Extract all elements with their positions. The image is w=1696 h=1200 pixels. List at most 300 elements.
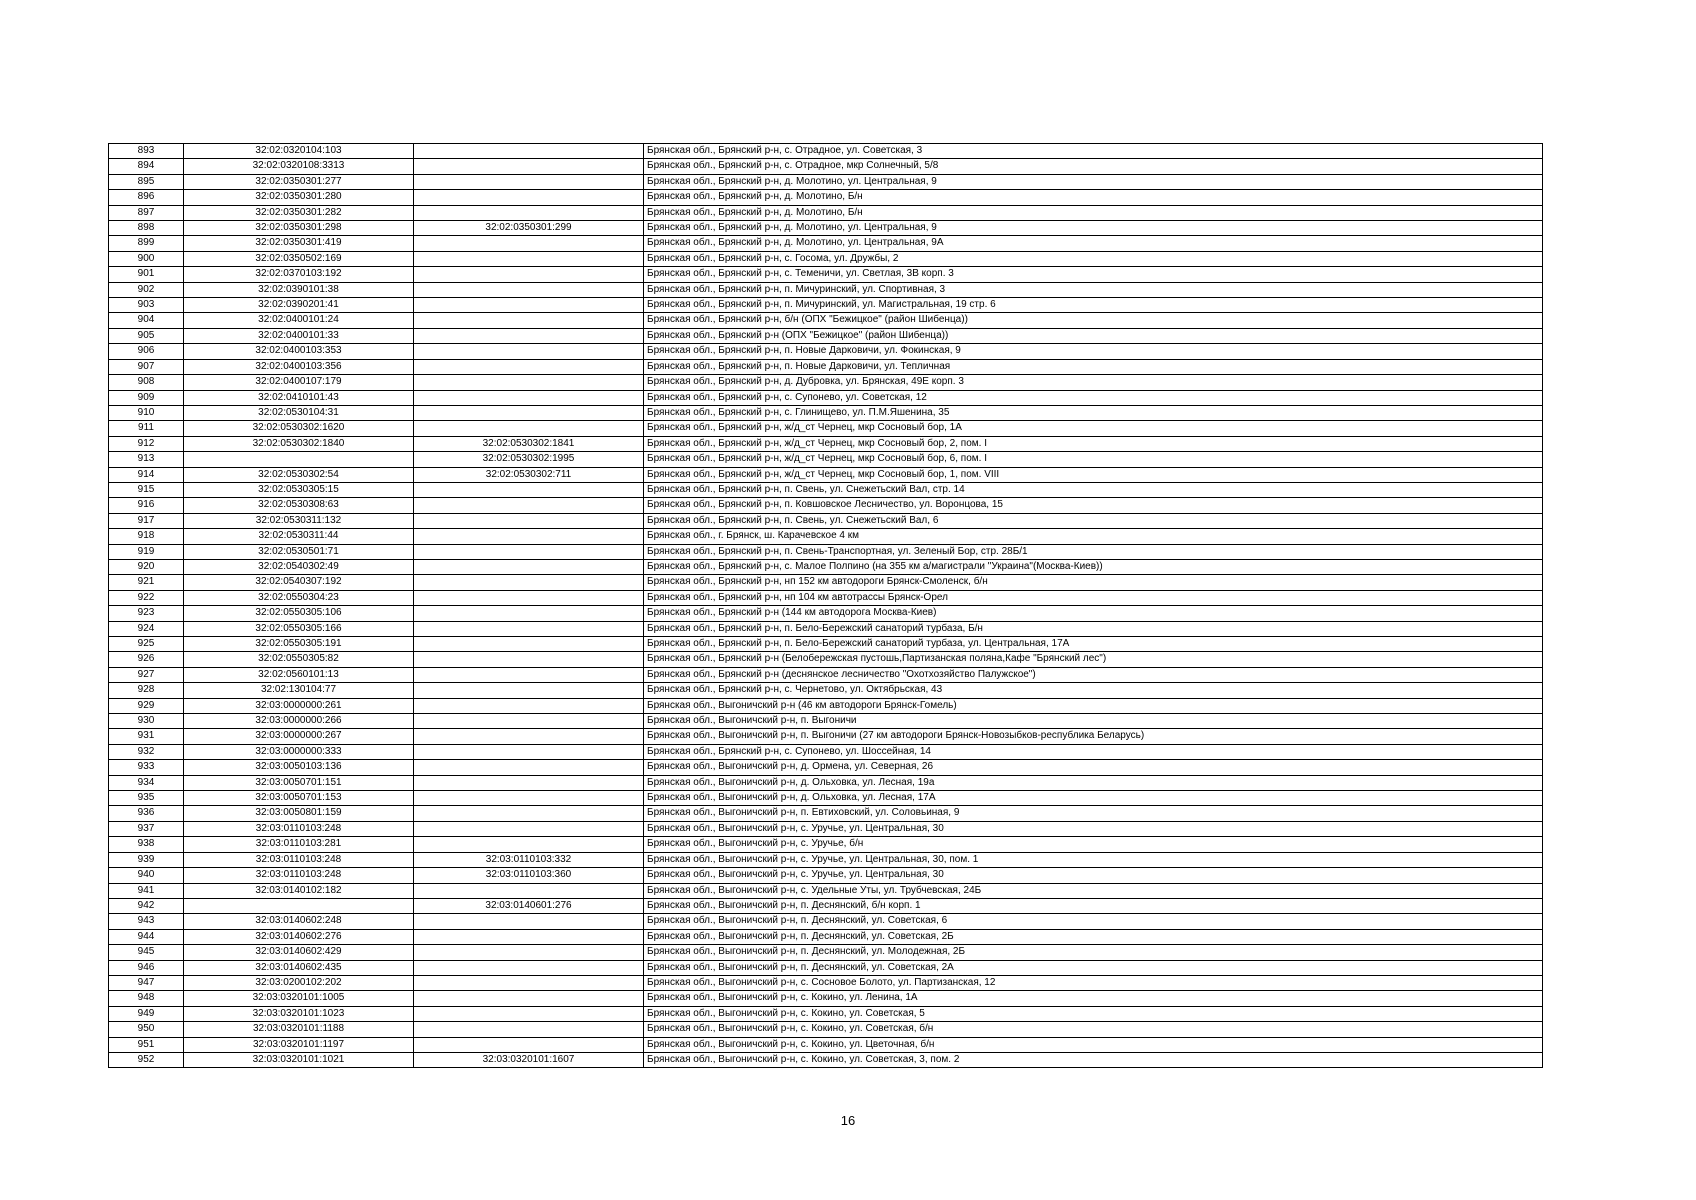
cadastral-number-cell: 32:03:0110103:248 <box>184 821 414 836</box>
cadastral-number-cell: 32:02:0560101:13 <box>184 667 414 682</box>
related-cadastral-number-cell <box>414 559 644 574</box>
table-row <box>109 821 1543 836</box>
cadastral-number-cell: 32:02:130104:77 <box>184 683 414 698</box>
table-row <box>109 390 1543 405</box>
related-cadastral-number-cell <box>414 606 644 621</box>
related-cadastral-number-cell <box>414 975 644 990</box>
row-number-cell: 921 <box>109 575 184 590</box>
cadastral-number-cell: 32:03:0320101:1023 <box>184 1006 414 1021</box>
address-cell: Брянская обл., Брянский р-н, с. Отрадное, мкр Солнечный, 5/8 <box>644 159 1543 174</box>
table-row <box>109 1052 1543 1067</box>
table-row <box>109 1037 1543 1052</box>
related-cadastral-number-cell <box>414 806 644 821</box>
address-cell: Брянская обл., Брянский р-н, п. Свень, ул. Снежетьский Вал, стр. 14 <box>644 482 1543 497</box>
row-number-cell: 909 <box>109 390 184 405</box>
cadastral-number-cell: 32:02:0350301:277 <box>184 174 414 189</box>
cadastral-number-cell <box>184 452 414 467</box>
row-number-cell: 935 <box>109 791 184 806</box>
row-number-cell: 916 <box>109 498 184 513</box>
address-cell: Брянская обл., Брянский р-н, с. Супонево, ул. Шоссейная, 14 <box>644 744 1543 759</box>
related-cadastral-number-cell <box>414 174 644 189</box>
cadastral-number-cell: 32:02:0530302:1840 <box>184 436 414 451</box>
address-cell: Брянская обл., Брянский р-н, п. Бело-Бережский санаторий турбаза, ул. Центральная, 17А <box>644 637 1543 652</box>
row-number-cell: 902 <box>109 282 184 297</box>
related-cadastral-number-cell <box>414 313 644 328</box>
cadastral-number-cell: 32:02:0350301:280 <box>184 190 414 205</box>
table-row <box>109 652 1543 667</box>
cadastral-number-cell: 32:03:0320101:1021 <box>184 1052 414 1067</box>
table-row <box>109 744 1543 759</box>
cadastral-number-cell: 32:03:0000000:261 <box>184 698 414 713</box>
related-cadastral-number-cell: 32:03:0320101:1607 <box>414 1052 644 1067</box>
row-number-cell: 894 <box>109 159 184 174</box>
related-cadastral-number-cell: 32:02:0530302:1841 <box>414 436 644 451</box>
cadastral-number-cell: 32:03:0050801:159 <box>184 806 414 821</box>
table-row <box>109 621 1543 636</box>
address-cell: Брянская обл., Брянский р-н, п. Новые Дарковичи, ул. Тепличная <box>644 359 1543 374</box>
related-cadastral-number-cell <box>414 529 644 544</box>
related-cadastral-number-cell <box>414 282 644 297</box>
related-cadastral-number-cell <box>414 945 644 960</box>
table-row <box>109 144 1543 159</box>
related-cadastral-number-cell <box>414 698 644 713</box>
address-cell: Брянская обл., Выгоничский р-н, с. Удельные Уты, ул. Трубчевская, 24Б <box>644 883 1543 898</box>
related-cadastral-number-cell <box>414 791 644 806</box>
address-cell: Брянская обл., Выгоничский р-н, п. Деснянский, ул. Молодежная, 2Б <box>644 945 1543 960</box>
table-row <box>109 482 1543 497</box>
related-cadastral-number-cell <box>414 421 644 436</box>
table-row <box>109 991 1543 1006</box>
table-row <box>109 960 1543 975</box>
row-number-cell: 933 <box>109 760 184 775</box>
property-registry-table <box>108 143 1543 1068</box>
cadastral-number-cell: 32:02:0530302:1620 <box>184 421 414 436</box>
related-cadastral-number-cell <box>414 251 644 266</box>
row-number-cell: 938 <box>109 837 184 852</box>
row-number-cell: 943 <box>109 914 184 929</box>
table-row <box>109 714 1543 729</box>
table-row <box>109 883 1543 898</box>
row-number-cell: 910 <box>109 405 184 420</box>
address-cell: Брянская обл., Брянский р-н, с. Малое Полпино (на 355 км а/магистрали "Украина"(Москва-Киев)) <box>644 559 1543 574</box>
related-cadastral-number-cell <box>414 190 644 205</box>
table-row <box>109 359 1543 374</box>
table-row <box>109 236 1543 251</box>
table-row <box>109 683 1543 698</box>
address-cell: Брянская обл., Выгоничский р-н, п. Деснянский, б/н корп. 1 <box>644 898 1543 913</box>
cadastral-number-cell: 32:02:0550304:23 <box>184 590 414 605</box>
related-cadastral-number-cell <box>414 267 644 282</box>
table-row <box>109 945 1543 960</box>
related-cadastral-number-cell <box>414 498 644 513</box>
related-cadastral-number-cell <box>414 544 644 559</box>
row-number-cell: 942 <box>109 898 184 913</box>
related-cadastral-number-cell <box>414 714 644 729</box>
address-cell: Брянская обл., Выгоничский р-н, с. Кокино, ул. Советская, 5 <box>644 1006 1543 1021</box>
row-number-cell: 931 <box>109 729 184 744</box>
cadastral-number-cell: 32:03:0000000:267 <box>184 729 414 744</box>
cadastral-number-cell: 32:02:0410101:43 <box>184 390 414 405</box>
address-cell: Брянская обл., Брянский р-н, п. Свень, ул. Снежетьский Вал, 6 <box>644 513 1543 528</box>
address-cell: Брянская обл., Брянский р-н, нп 152 км автодороги Брянск-Смоленск, б/н <box>644 575 1543 590</box>
table-row <box>109 436 1543 451</box>
cadastral-number-cell: 32:02:0550305:191 <box>184 637 414 652</box>
cadastral-number-cell: 32:02:0320104:103 <box>184 144 414 159</box>
cadastral-number-cell: 32:03:0320101:1197 <box>184 1037 414 1052</box>
address-cell: Брянская обл., Выгоничский р-н, с. Кокино, ул. Советская, 3, пом. 2 <box>644 1052 1543 1067</box>
cadastral-number-cell: 32:02:0530302:54 <box>184 467 414 482</box>
related-cadastral-number-cell <box>414 575 644 590</box>
cadastral-number-cell: 32:03:0050701:153 <box>184 791 414 806</box>
cadastral-number-cell: 32:02:0400101:24 <box>184 313 414 328</box>
row-number-cell: 945 <box>109 945 184 960</box>
table-row <box>109 806 1543 821</box>
related-cadastral-number-cell <box>414 1037 644 1052</box>
row-number-cell: 920 <box>109 559 184 574</box>
row-number-cell: 898 <box>109 221 184 236</box>
row-number-cell: 947 <box>109 975 184 990</box>
cadastral-number-cell: 32:02:0320108:3313 <box>184 159 414 174</box>
registry-table-body <box>109 144 1543 1068</box>
address-cell: Брянская обл., Брянский р-н, п. Новые Дарковичи, ул. Фокинская, 9 <box>644 344 1543 359</box>
address-cell: Брянская обл., Брянский р-н, с. Теменичи, ул. Светлая, 3В корп. 3 <box>644 267 1543 282</box>
address-cell: Брянская обл., Выгоничский р-н, п. Деснянский, ул. Советская, 2А <box>644 960 1543 975</box>
table-row <box>109 452 1543 467</box>
related-cadastral-number-cell <box>414 513 644 528</box>
row-number-cell: 893 <box>109 144 184 159</box>
row-number-cell: 903 <box>109 298 184 313</box>
cadastral-number-cell: 32:03:0000000:333 <box>184 744 414 759</box>
table-row <box>109 575 1543 590</box>
related-cadastral-number-cell <box>414 960 644 975</box>
related-cadastral-number-cell: 32:03:0110103:360 <box>414 868 644 883</box>
address-cell: Брянская обл., Брянский р-н, п. Ковшовское Лесничество, ул. Воронцова, 15 <box>644 498 1543 513</box>
table-row <box>109 282 1543 297</box>
table-row <box>109 1022 1543 1037</box>
related-cadastral-number-cell <box>414 821 644 836</box>
table-row <box>109 837 1543 852</box>
cadastral-number-cell: 32:02:0390201:41 <box>184 298 414 313</box>
row-number-cell: 926 <box>109 652 184 667</box>
table-row <box>109 467 1543 482</box>
address-cell: Брянская обл., Выгоничский р-н, с. Сосновое Болото, ул. Партизанская, 12 <box>644 975 1543 990</box>
address-cell: Брянская обл., Выгоничский р-н, с. Кокино, ул. Цветочная, б/н <box>644 1037 1543 1052</box>
table-row <box>109 529 1543 544</box>
cadastral-number-cell: 32:03:0140602:435 <box>184 960 414 975</box>
address-cell: Брянская обл., Выгоничский р-н, с. Уручье, ул. Центральная, 30 <box>644 868 1543 883</box>
address-cell: Брянская обл., Брянский р-н, д. Молотино, ул. Центральная, 9 <box>644 174 1543 189</box>
cadastral-number-cell: 32:02:0550305:106 <box>184 606 414 621</box>
row-number-cell: 927 <box>109 667 184 682</box>
related-cadastral-number-cell: 32:02:0350301:299 <box>414 221 644 236</box>
row-number-cell: 919 <box>109 544 184 559</box>
cadastral-number-cell: 32:02:0400103:353 <box>184 344 414 359</box>
address-cell: Брянская обл., Выгоничский р-н, с. Уручье, б/н <box>644 837 1543 852</box>
table-row <box>109 344 1543 359</box>
related-cadastral-number-cell <box>414 390 644 405</box>
row-number-cell: 923 <box>109 606 184 621</box>
row-number-cell: 940 <box>109 868 184 883</box>
table-row <box>109 544 1543 559</box>
related-cadastral-number-cell <box>414 405 644 420</box>
row-number-cell: 906 <box>109 344 184 359</box>
table-row <box>109 929 1543 944</box>
row-number-cell: 930 <box>109 714 184 729</box>
row-number-cell: 915 <box>109 482 184 497</box>
cadastral-number-cell: 32:02:0370103:192 <box>184 267 414 282</box>
address-cell: Брянская обл., Выгоничский р-н, с. Уручье, ул. Центральная, 30, пом. 1 <box>644 852 1543 867</box>
row-number-cell: 936 <box>109 806 184 821</box>
address-cell: Брянская обл., Брянский р-н, д. Молотино, Б/н <box>644 205 1543 220</box>
related-cadastral-number-cell <box>414 775 644 790</box>
row-number-cell: 917 <box>109 513 184 528</box>
row-number-cell: 929 <box>109 698 184 713</box>
table-row <box>109 313 1543 328</box>
cadastral-number-cell: 32:03:0110103:281 <box>184 837 414 852</box>
table-row <box>109 375 1543 390</box>
row-number-cell: 896 <box>109 190 184 205</box>
cadastral-number-cell: 32:03:0200102:202 <box>184 975 414 990</box>
address-cell: Брянская обл., Выгоничский р-н, с. Уручье, ул. Центральная, 30 <box>644 821 1543 836</box>
cadastral-number-cell <box>184 898 414 913</box>
cadastral-number-cell: 32:03:0140602:248 <box>184 914 414 929</box>
cadastral-number-cell: 32:03:0320101:1005 <box>184 991 414 1006</box>
row-number-cell: 913 <box>109 452 184 467</box>
row-number-cell: 911 <box>109 421 184 436</box>
address-cell: Брянская обл., Брянский р-н, п. Мичуринский, ул. Магистральная, 19 стр. 6 <box>644 298 1543 313</box>
address-cell: Брянская обл., Брянский р-н, ж/д_ст Чернец, мкр Сосновый бор, 6, пом. I <box>644 452 1543 467</box>
row-number-cell: 937 <box>109 821 184 836</box>
address-cell: Брянская обл., Выгоничский р-н, п. Выгоничи (27 км автодороги Брянск-Новозыбков-республика Беларусь) <box>644 729 1543 744</box>
related-cadastral-number-cell <box>414 760 644 775</box>
cadastral-number-cell: 32:03:0140102:182 <box>184 883 414 898</box>
row-number-cell: 899 <box>109 236 184 251</box>
address-cell: Брянская обл., г. Брянск, ш. Карачевское 4 км <box>644 529 1543 544</box>
row-number-cell: 925 <box>109 637 184 652</box>
table-row <box>109 559 1543 574</box>
table-row <box>109 606 1543 621</box>
table-row <box>109 513 1543 528</box>
table-row <box>109 975 1543 990</box>
table-row <box>109 852 1543 867</box>
related-cadastral-number-cell <box>414 1006 644 1021</box>
related-cadastral-number-cell <box>414 344 644 359</box>
table-row <box>109 267 1543 282</box>
row-number-cell: 948 <box>109 991 184 1006</box>
table-row <box>109 914 1543 929</box>
address-cell: Брянская обл., Брянский р-н (ОПХ "Бежицкое" (район Шибенца)) <box>644 328 1543 343</box>
address-cell: Брянская обл., Выгоничский р-н, д. Ольховка, ул. Лесная, 19а <box>644 775 1543 790</box>
related-cadastral-number-cell: 32:03:0110103:332 <box>414 852 644 867</box>
cadastral-number-cell: 32:02:0550305:82 <box>184 652 414 667</box>
address-cell: Брянская обл., Брянский р-н (деснянское лесничество "Охотхозяйство Палужское") <box>644 667 1543 682</box>
table-row <box>109 174 1543 189</box>
table-row <box>109 298 1543 313</box>
cadastral-number-cell: 32:02:0540302:49 <box>184 559 414 574</box>
table-row <box>109 190 1543 205</box>
address-cell: Брянская обл., Выгоничский р-н, п. Евтиховский, ул. Соловьиная, 9 <box>644 806 1543 821</box>
related-cadastral-number-cell <box>414 637 644 652</box>
address-cell: Брянская обл., Брянский р-н, нп 104 км автотрассы Брянск-Орел <box>644 590 1543 605</box>
table-row <box>109 328 1543 343</box>
related-cadastral-number-cell <box>414 375 644 390</box>
row-number-cell: 951 <box>109 1037 184 1052</box>
table-row <box>109 637 1543 652</box>
cadastral-number-cell: 32:03:0110103:248 <box>184 868 414 883</box>
cadastral-number-cell: 32:02:0400103:356 <box>184 359 414 374</box>
cadastral-number-cell: 32:03:0140602:276 <box>184 929 414 944</box>
cadastral-number-cell: 32:02:0540307:192 <box>184 575 414 590</box>
cadastral-number-cell: 32:02:0350301:298 <box>184 221 414 236</box>
row-number-cell: 928 <box>109 683 184 698</box>
table-row <box>109 760 1543 775</box>
cadastral-number-cell: 32:02:0530104:31 <box>184 405 414 420</box>
related-cadastral-number-cell <box>414 328 644 343</box>
address-cell: Брянская обл., Брянский р-н, ж/д_ст Чернец, мкр Сосновый бор, 1А <box>644 421 1543 436</box>
related-cadastral-number-cell <box>414 205 644 220</box>
cadastral-number-cell: 32:02:0550305:166 <box>184 621 414 636</box>
address-cell: Брянская обл., Брянский р-н, д. Молотино, ул. Центральная, 9А <box>644 236 1543 251</box>
cadastral-number-cell: 32:03:0320101:1188 <box>184 1022 414 1037</box>
table-row <box>109 667 1543 682</box>
row-number-cell: 932 <box>109 744 184 759</box>
page-number: 16 <box>840 1113 856 1128</box>
address-cell: Брянская обл., Брянский р-н, д. Молотино, Б/н <box>644 190 1543 205</box>
related-cadastral-number-cell <box>414 667 644 682</box>
row-number-cell: 914 <box>109 467 184 482</box>
related-cadastral-number-cell <box>414 837 644 852</box>
related-cadastral-number-cell <box>414 683 644 698</box>
address-cell: Брянская обл., Брянский р-н, д. Дубровка, ул. Брянская, 49Е корп. 3 <box>644 375 1543 390</box>
row-number-cell: 946 <box>109 960 184 975</box>
table-row <box>109 159 1543 174</box>
address-cell: Брянская обл., Брянский р-н, с. Чернетово, ул. Октябрьская, 43 <box>644 683 1543 698</box>
row-number-cell: 912 <box>109 436 184 451</box>
address-cell: Брянская обл., Брянский р-н, с. Глинищево, ул. П.М.Яшенина, 35 <box>644 405 1543 420</box>
related-cadastral-number-cell <box>414 991 644 1006</box>
row-number-cell: 918 <box>109 529 184 544</box>
cadastral-number-cell: 32:02:0400101:33 <box>184 328 414 343</box>
address-cell: Брянская обл., Брянский р-н, п. Бело-Бережский санаторий турбаза, Б/н <box>644 621 1543 636</box>
address-cell: Брянская обл., Брянский р-н, ж/д_ст Чернец, мкр Сосновый бор, 1, пом. VIII <box>644 467 1543 482</box>
table-row <box>109 898 1543 913</box>
address-cell: Брянская обл., Брянский р-н, д. Молотино, ул. Центральная, 9 <box>644 221 1543 236</box>
row-number-cell: 907 <box>109 359 184 374</box>
address-cell: Брянская обл., Брянский р-н, с. Отрадное, ул. Советская, 3 <box>644 144 1543 159</box>
cadastral-number-cell: 32:02:0530308:63 <box>184 498 414 513</box>
address-cell: Брянская обл., Брянский р-н, п. Свень-Транспортная, ул. Зеленый Бор, стр. 28Б/1 <box>644 544 1543 559</box>
cadastral-number-cell: 32:03:0000000:266 <box>184 714 414 729</box>
address-cell: Брянская обл., Брянский р-н, ж/д_ст Чернец, мкр Сосновый бор, 2, пом. I <box>644 436 1543 451</box>
table-row <box>109 221 1543 236</box>
table-row <box>109 729 1543 744</box>
related-cadastral-number-cell <box>414 482 644 497</box>
cadastral-number-cell: 32:02:0530311:44 <box>184 529 414 544</box>
row-number-cell: 908 <box>109 375 184 390</box>
related-cadastral-number-cell <box>414 621 644 636</box>
address-cell: Брянская обл., Брянский р-н, с. Госома, ул. Дружбы, 2 <box>644 251 1543 266</box>
address-cell: Брянская обл., Брянский р-н, б/н (ОПХ "Бежицкое" (район Шибенца)) <box>644 313 1543 328</box>
row-number-cell: 900 <box>109 251 184 266</box>
table-row <box>109 868 1543 883</box>
related-cadastral-number-cell <box>414 1022 644 1037</box>
address-cell: Брянская обл., Брянский р-н (144 км автодорога Москва-Киев) <box>644 606 1543 621</box>
table-row <box>109 775 1543 790</box>
row-number-cell: 941 <box>109 883 184 898</box>
related-cadastral-number-cell <box>414 929 644 944</box>
table-row <box>109 1006 1543 1021</box>
table-row <box>109 405 1543 420</box>
row-number-cell: 922 <box>109 590 184 605</box>
address-cell: Брянская обл., Брянский р-н, с. Супонево, ул. Советская, 12 <box>644 390 1543 405</box>
row-number-cell: 950 <box>109 1022 184 1037</box>
cadastral-number-cell: 32:02:0350301:282 <box>184 205 414 220</box>
row-number-cell: 901 <box>109 267 184 282</box>
address-cell: Брянская обл., Брянский р-н (Белобережская пустошь,Партизанская поляна,Кафе "Брянский лес") <box>644 652 1543 667</box>
address-cell: Брянская обл., Выгоничский р-н, с. Кокино, ул. Советская, б/н <box>644 1022 1543 1037</box>
address-cell: Брянская обл., Брянский р-н, п. Мичуринский, ул. Спортивная, 3 <box>644 282 1543 297</box>
row-number-cell: 939 <box>109 852 184 867</box>
related-cadastral-number-cell <box>414 298 644 313</box>
cadastral-number-cell: 32:02:0350301:419 <box>184 236 414 251</box>
table-row <box>109 590 1543 605</box>
related-cadastral-number-cell <box>414 590 644 605</box>
related-cadastral-number-cell <box>414 159 644 174</box>
related-cadastral-number-cell <box>414 744 644 759</box>
related-cadastral-number-cell: 32:03:0140601:276 <box>414 898 644 913</box>
row-number-cell: 934 <box>109 775 184 790</box>
cadastral-number-cell: 32:02:0390101:38 <box>184 282 414 297</box>
row-number-cell: 952 <box>109 1052 184 1067</box>
row-number-cell: 949 <box>109 1006 184 1021</box>
table-row <box>109 421 1543 436</box>
cadastral-number-cell: 32:03:0050103:136 <box>184 760 414 775</box>
related-cadastral-number-cell: 32:02:0530302:1995 <box>414 452 644 467</box>
address-cell: Брянская обл., Выгоничский р-н, д. Ормена, ул. Северная, 26 <box>644 760 1543 775</box>
cadastral-number-cell: 32:02:0530305:15 <box>184 482 414 497</box>
related-cadastral-number-cell <box>414 729 644 744</box>
row-number-cell: 904 <box>109 313 184 328</box>
table-row <box>109 698 1543 713</box>
address-cell: Брянская обл., Выгоничский р-н, п. Деснянский, ул. Советская, 2Б <box>644 929 1543 944</box>
cadastral-number-cell: 32:02:0350502:169 <box>184 251 414 266</box>
cadastral-number-cell: 32:03:0140602:429 <box>184 945 414 960</box>
table-row <box>109 498 1543 513</box>
related-cadastral-number-cell <box>414 883 644 898</box>
cadastral-number-cell: 32:02:0400107:179 <box>184 375 414 390</box>
row-number-cell: 944 <box>109 929 184 944</box>
related-cadastral-number-cell: 32:02:0530302:711 <box>414 467 644 482</box>
related-cadastral-number-cell <box>414 144 644 159</box>
address-cell: Брянская обл., Выгоничский р-н, п. Деснянский, ул. Советская, 6 <box>644 914 1543 929</box>
row-number-cell: 895 <box>109 174 184 189</box>
related-cadastral-number-cell <box>414 914 644 929</box>
related-cadastral-number-cell <box>414 652 644 667</box>
cadastral-number-cell: 32:03:0110103:248 <box>184 852 414 867</box>
table-row <box>109 205 1543 220</box>
address-cell: Брянская обл., Выгоничский р-н, д. Ольховка, ул. Лесная, 17А <box>644 791 1543 806</box>
cadastral-number-cell: 32:02:0530311:132 <box>184 513 414 528</box>
row-number-cell: 905 <box>109 328 184 343</box>
row-number-cell: 897 <box>109 205 184 220</box>
cadastral-number-cell: 32:02:0530501:71 <box>184 544 414 559</box>
address-cell: Брянская обл., Выгоничский р-н, с. Кокино, ул. Ленина, 1А <box>644 991 1543 1006</box>
table-row <box>109 251 1543 266</box>
address-cell: Брянская обл., Выгоничский р-н, п. Выгоничи <box>644 714 1543 729</box>
related-cadastral-number-cell <box>414 359 644 374</box>
related-cadastral-number-cell <box>414 236 644 251</box>
table-row <box>109 791 1543 806</box>
